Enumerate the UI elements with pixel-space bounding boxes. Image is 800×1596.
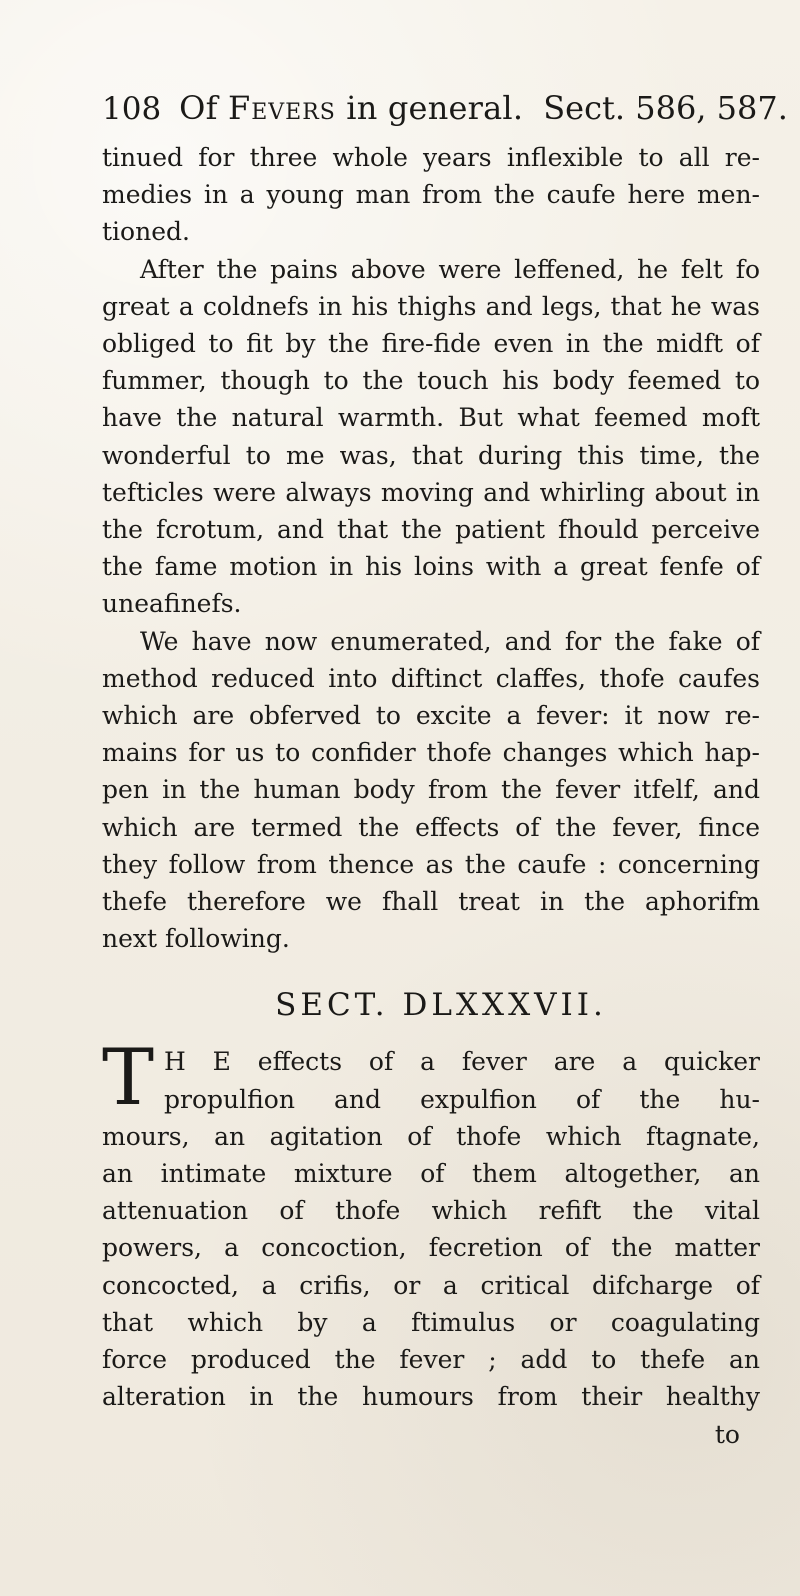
body-line: mains for us to confider thofe changes which hap- [102, 738, 760, 768]
section-line: attenuation of thofe which refift the vital [102, 1196, 760, 1226]
body-line: method reduced into diftinct claffes, thofe caufes [102, 663, 760, 693]
body-line: the fcrotum, and that the patient fhould perceive [102, 515, 760, 545]
body-line: tioned. [102, 217, 190, 247]
running-title [179, 86, 523, 130]
body-line: fummer, though to the touch his body feemed to [102, 366, 760, 396]
section-heading: SECT. DLXXXVII. [275, 987, 607, 1024]
body-line: thefe therefore we fhall treat in the aphorifm [102, 887, 760, 917]
body-line: obliged to fit by the fire-fide even in the midft of [102, 329, 760, 359]
running-head [102, 86, 788, 131]
section-line: an intimate mixture of them altogether, an [102, 1159, 760, 1189]
section-line: H E effects of a fever are a quicker [164, 1047, 760, 1077]
body-line: wonderful to me was, that during this time, the [102, 440, 760, 470]
section-line: propulfion and expulfion of the hu- [164, 1084, 760, 1114]
catch-word: to [714, 1419, 740, 1449]
section-text-block [102, 1033, 760, 1415]
body-line: the fame motion in his loins with a great fenfe of [102, 552, 760, 582]
section-range: Sect. 586, 587. [543, 89, 788, 127]
body-line: tefticles were always moving and whirling about in [102, 477, 760, 507]
section-line: force produced the fever ; add to thefe an [102, 1345, 760, 1375]
running-title-prefix: Of [179, 89, 229, 127]
page-body [102, 139, 760, 1453]
body-line: uneafinefs. [102, 589, 242, 619]
body-line: next following. [102, 924, 290, 954]
body-line: have the natural warmth. But what feemed moft [102, 403, 760, 433]
body-line: they follow from thence as the caufe : concerning [102, 849, 760, 879]
body-line: which are obferved to excite a fever: it now re- [102, 701, 760, 731]
section-line: that which by a ftimulus or coagulating [102, 1307, 760, 1337]
section-line: mours, an agitation of thofe which ftagnate, [102, 1121, 760, 1151]
body-line: After the pains above were leffened, he felt fo [140, 254, 760, 284]
running-title-suffix: in general. [335, 89, 524, 127]
running-title-fevers: Fevers [228, 89, 336, 127]
section-line: concocted, a crifis, or a critical difcharge of [102, 1270, 760, 1300]
section-line: powers, a concoction, fecretion of the matter [102, 1233, 760, 1263]
body-line: medies in a young man from the caufe here men- [102, 180, 760, 210]
body-line: pen in the human body from the fever itfelf, and [102, 775, 760, 805]
body-line: which are termed the effects of the fever, fince [102, 812, 760, 842]
body-line: great a coldnefs in his thighs and legs, that he was [102, 291, 760, 321]
drop-cap: T [102, 1033, 155, 1124]
body-line: We have now enumerated, and for the fake of [140, 626, 760, 656]
body-line: tinued for three whole years inflexible to all re- [102, 143, 760, 172]
section-line: alteration in the humours from their healthy [102, 1382, 760, 1412]
page-number: 108 [102, 91, 162, 127]
